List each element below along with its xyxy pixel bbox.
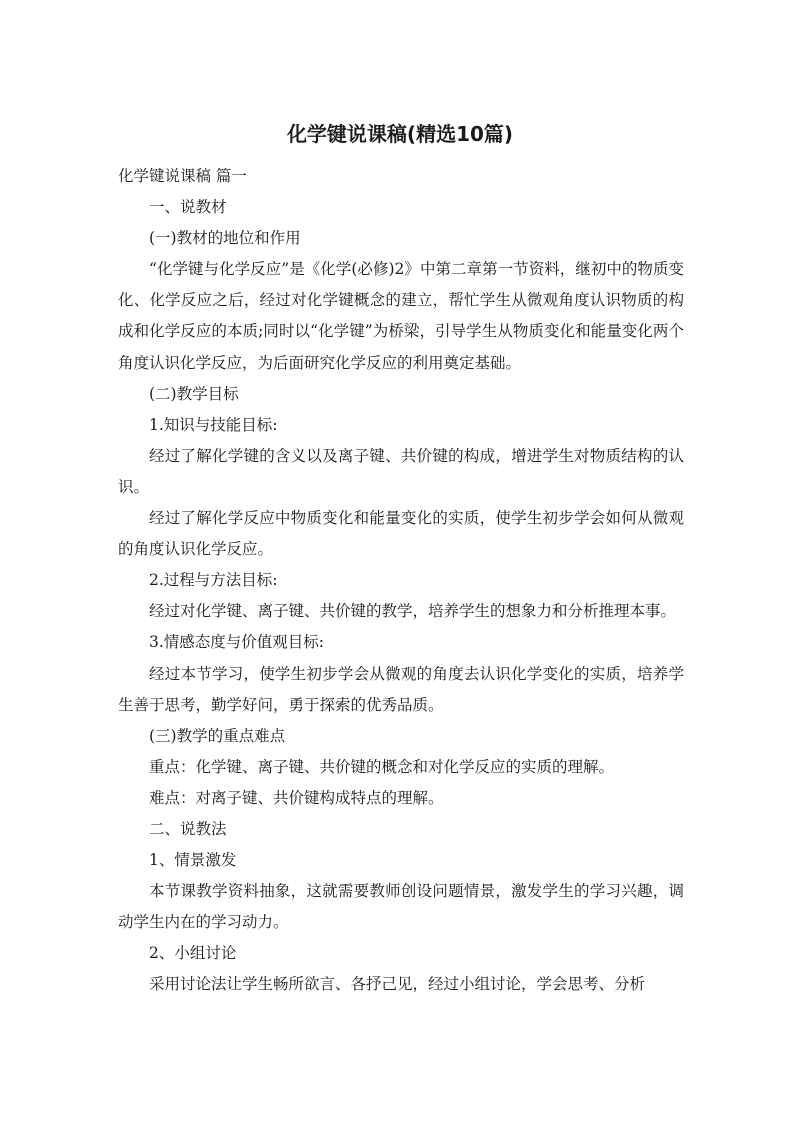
paragraph: 二、说教法: [149, 819, 227, 838]
paragraph: 经过了解化学键的含义以及离子键、共价键的构成，增进学生对物质结构的认识。: [118, 446, 684, 496]
document-title: 化学键说课稿(精选10篇): [286, 122, 514, 146]
paragraph: 经过对化学键、离子键、共价键的教学，培养学生的想象力和分析推理本事。: [149, 602, 677, 621]
paragraph: 难点：对离子键、共价键构成特点的理解。: [149, 788, 444, 807]
paragraph: 2、小组讨论: [149, 944, 237, 963]
paragraph: (二)教学目标: [149, 384, 239, 403]
paragraph: 1.知识与技能目标:: [149, 415, 278, 434]
paragraph: (三)教学的重点难点: [149, 726, 286, 745]
paragraph: 2.过程与方法目标:: [149, 571, 278, 590]
paragraph: (一)教材的地位和作用: [149, 229, 301, 248]
paragraph: 化学键说课稿 篇一: [118, 167, 247, 185]
paragraph: 3.情感态度与价值观目标:: [149, 633, 325, 652]
paragraph: “化学键与化学反应”是《化学(必修)2》中第二章第一节资料，继初中的物质变化、化学反应之后，经过对化学键概念的建立，帮忙学生从微观角度认识物质的构成和化学反应的本质;同时以“化学键”为桥梁，引导学生从物质变化和能量变化两个角度认识化学反应，为后面研究化学反应的利用奠定基础。: [118, 260, 684, 372]
paragraph: 重点：化学键、离子键、共价键的概念和对化学反应的实质的理解。: [149, 757, 615, 776]
paragraph: 经过本节学习，使学生初步学会从微观的角度去认识化学变化的实质，培养学生善于思考，勤学好问，勇于探索的优秀品质。: [118, 664, 684, 714]
paragraph: 一、说教材: [149, 198, 227, 217]
paragraph: 1、情景激发: [149, 851, 237, 870]
paragraph: 本节课教学资料抽象，这就需要教师创设问题情景，激发学生的学习兴趣，调动学生内在的学习动力。: [118, 882, 684, 932]
paragraph: 采用讨论法让学生畅所欲言、各抒己见，经过小组讨论，学会思考、分析: [149, 975, 646, 994]
document-body: [118, 161, 684, 1001]
paragraph: 经过了解化学反应中物质变化和能量变化的实质，使学生初步学会如何从微观的角度认识化学反应。: [118, 509, 684, 559]
